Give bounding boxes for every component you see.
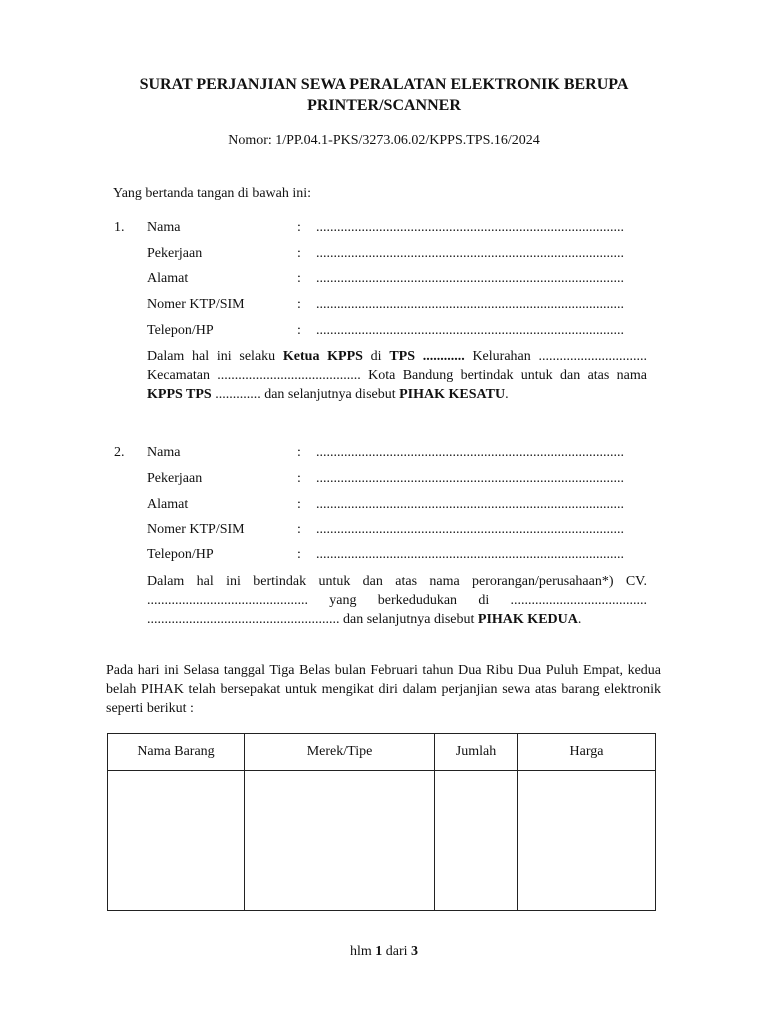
party-2-label-pekerjaan: Pekerjaan (147, 471, 203, 486)
party-1-ktp-field: ........................................................................................ (316, 297, 624, 312)
party-2-pekerjaan-field: ........................................................................................ (316, 471, 624, 486)
cell-merek-tipe (245, 771, 435, 911)
party-2-telepon-field: ........................................................................................ (316, 547, 624, 562)
party-1-label-telepon: Telepon/HP (147, 323, 214, 338)
document-title-line-1: SURAT PERJANJIAN SEWA PERALATAN ELEKTRONIK BERUPA (139, 76, 629, 93)
page-indicator: hlm 1 dari 3 (349, 944, 419, 959)
colon: : (297, 323, 301, 338)
header-harga: Harga (518, 734, 656, 771)
party-2-label-alamat: Alamat (147, 497, 189, 512)
cell-nama-barang (108, 771, 245, 911)
party-2-number: 2. (114, 445, 125, 460)
colon: : (297, 220, 301, 235)
cell-jumlah (435, 771, 518, 911)
party-2-description: Dalam hal ini bertindak untuk dan atas nama perorangan/perusahaan*) CV. .............................................. yang berkedudukan di ....................................... ....................................................... dan selanjutnya disebut PIHAK KEDUA. (147, 574, 647, 627)
colon: : (297, 297, 301, 312)
document-number: Nomor: 1/PP.04.1-PKS/3273.06.02/KPPS.TPS.16/2024 (228, 133, 540, 148)
party-2-ktp-field: ........................................................................................ (316, 522, 624, 537)
colon: : (297, 547, 301, 562)
agreement-paragraph: Pada hari ini Selasa tanggal Tiga Belas bulan Februari tahun Dua Ribu Dua Puluh Empat, kedua belah PIHAK telah bersepakat untuk mengikat diri dalam perjanjian sewa atas barang elektronik seperti berikut : (106, 663, 661, 716)
party-1-description: Dalam hal ini selaku Ketua KPPS di TPS ............ Kelurahan ............................... Kecamatan ......................................... Kota Bandung bertindak untuk dan atas nama KPPS TPS ............. dan selanjutnya disebut PIHAK KESATU. (147, 349, 647, 402)
party-1-label-nama: Nama (147, 220, 181, 235)
table-row (108, 771, 656, 911)
colon: : (297, 497, 301, 512)
party-2-label-nama: Nama (147, 445, 181, 460)
cell-harga (518, 771, 656, 911)
colon: : (297, 445, 301, 460)
party-2-nama-field: ........................................................................................ (316, 445, 624, 460)
colon: : (297, 246, 301, 261)
party-1-label-pekerjaan: Pekerjaan (147, 246, 203, 261)
party-1-nama-field: ........................................................................................ (316, 220, 624, 235)
party-1-number: 1. (114, 220, 125, 235)
header-jumlah: Jumlah (435, 734, 518, 771)
goods-table (107, 733, 656, 911)
party-1-label-alamat: Alamat (147, 271, 189, 286)
party-2-label-ktp: Nomer KTP/SIM (147, 522, 245, 537)
party-1-pekerjaan-field: ........................................................................................ (316, 246, 624, 261)
party-2-alamat-field: ........................................................................................ (316, 497, 624, 512)
document-title-line-2: PRINTER/SCANNER (307, 97, 461, 114)
colon: : (297, 271, 301, 286)
intro-text: Yang bertanda tangan di bawah ini: (113, 186, 312, 201)
party-1-alamat-field: ........................................................................................ (316, 271, 624, 286)
header-nama-barang: Nama Barang (108, 734, 245, 771)
header-merek-tipe: Merek/Tipe (245, 734, 435, 771)
colon: : (297, 522, 301, 537)
party-2-label-telepon: Telepon/HP (147, 547, 214, 562)
colon: : (297, 471, 301, 486)
party-1-label-ktp: Nomer KTP/SIM (147, 297, 245, 312)
party-1-telepon-field: ........................................................................................ (316, 323, 624, 338)
